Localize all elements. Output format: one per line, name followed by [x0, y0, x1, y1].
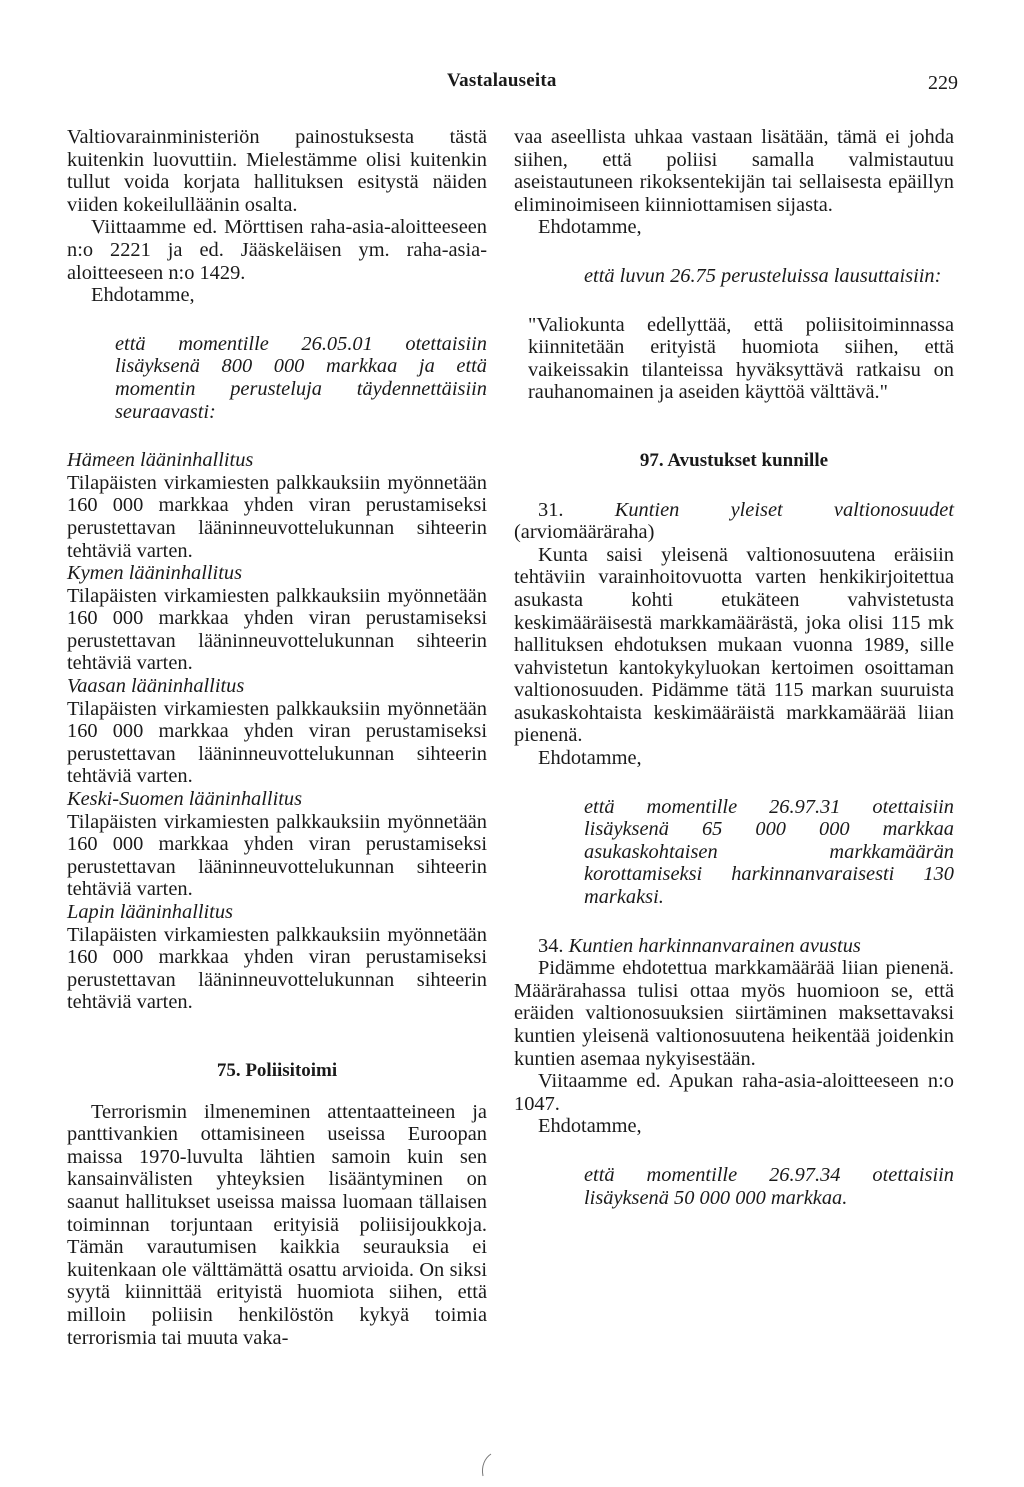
proposal-lead: Ehdotamme, — [538, 1115, 642, 1138]
item-note: (arviomääräraha) — [514, 521, 655, 544]
entry-text: Tilapäisten virkamiesten palkkauksiin myönnetään 160 000 markkaa yhden viran perustamiseksi perustettavan lääninneuvottelukunnan sihteerin tehtäviä varten. — [67, 697, 487, 788]
page-number: 229 — [928, 72, 958, 94]
running-title: Vastalauseita — [447, 70, 557, 91]
proposal-text: että luvun 26.75 perusteluissa lausuttaisiin: — [584, 264, 942, 287]
item-title: Kuntien harkinnanvarainen avustus — [568, 934, 861, 957]
item-number: 31. — [538, 498, 564, 521]
entry-heading: Kymen lääninhallitus — [67, 562, 243, 585]
paragraph: Viitaamme ed. Apukan raha-asia-aloitteeseen n:o 1047. — [514, 1070, 954, 1115]
entry-text: Tilapäisten virkamiesten palkkauksiin myönnetään 160 000 markkaa yhden viran perustamiseksi perustettavan lääninneuvottelukunnan sihteerin tehtäviä varten. — [67, 810, 487, 901]
quote-text: "Valiokunta edellyttää, että poliisitoiminnassa kiinnitetään erityistä huomiota siihen, että vaikeissakin tilanteissa hyväksyttävä ratkaisu on rauhanomainen ja aseiden käyttöä välttävä." — [528, 313, 954, 404]
paragraph: vaa aseellista uhkaa vastaan lisätään, tämä ei johda siihen, että poliisi samalla valmistautuu aseistautuneen rikoksentekijän tai sellaisesta epäillyn eliminoimiseen kiinniottamisen sijasta. — [514, 126, 954, 216]
entry-heading: Lapin lääninhallitus — [67, 901, 233, 923]
section-text: Terrorismin ilmeneminen attentaatteineen ja panttivankien ottamisineen useissa Euroopan maissa 1970-luvulta lähtien samoin kuin sen kansainvälisten yhteyksien lisääntyminen on saanut hallitukset useissa maissa luomaan tällaisen toiminnan torjuntaan erityisiä poliisijoukkoja. Tämän varautumisen kaikkia seurauksia ei kuitenkaan ole välttämättä osattu arvioida. On siksi syytä kiinnittää erityistä huomiota siihen, että milloin poliisin henkilöstön kykyä toimia terrorismia tai muuta vaka- — [67, 1100, 487, 1349]
page-header — [0, 70, 1024, 100]
section-heading: 97. Avustukset kunnille — [639, 449, 829, 471]
entry-text: Tilapäisten virkamiesten palkkauksiin myönnetään 160 000 markkaa yhden viran perustamiseksi perustettavan lääninneuvottelukunnan sihteerin tehtäviä varten. — [67, 471, 487, 562]
proposal-text: että momentille 26.05.01 otettaisiin lisäyksenä 800 000 markkaa ja että momentin perusteluja täydennettäisiin seuraavasti: — [115, 332, 487, 423]
entry-heading: Vaasan lääninhallitus — [67, 675, 245, 698]
item-text: Kunta saisi yleisenä valtionosuutena eräisiin tehtäviin varainhoitovuotta varten henkikirjoitettua asukasta kohti etukäteen vahvistetusta keskimääräisestä markkamäärästä, joka olisi 115 mk hallituksen ehdotuksen mukaan vuonna 1989, sille vahvistetun kantokykyluokan kertoimen osoittaman valtionosuuden. Pidämme tätä 115 markan suuruista asukaskohtaista keskimääräistä markkamäärää liian pienenä. — [514, 543, 954, 747]
proposal-text: että momentille 26.97.31 otettaisiin lisäyksenä 65 000 000 markkaa asukaskohtaisen markkamäärän korottamiseksi harkinnanvaraisesti 130 markaksi. — [584, 795, 954, 909]
right-column — [514, 126, 954, 1209]
item-number: 34. — [538, 934, 564, 957]
proposal-lead: Ehdotamme, — [538, 747, 642, 770]
left-column — [67, 126, 487, 1349]
paragraph: Viittaamme ed. Mörttisen raha-asia-aloitteeseen n:o 2221 ja ed. Jääskeläisen ym. raha-asia-aloitteeseen n:o 1429. — [67, 216, 487, 284]
item-title: Kuntien yleiset valtionosuudet — [614, 498, 954, 521]
item-heading — [514, 499, 954, 544]
item-text: Pidämme ehdotettua markkamäärää liian pienenä. Määrärahassa tulisi ottaa myös huomioon se, että eräiden valtionosuuksien siirtäminen maksettavaksi kuntien yleisenä valtionosuutena heikentää joidenkin kuntien asemaa nykyisestään. — [514, 957, 954, 1070]
paragraph: Valtiovarainministeriön painostuksesta tästä kuitenkin luovuttiin. Mielestämme olisi kuitenkin tullut voida korjata hallituksen esitystä näiden viiden kokeilulläänin osalta. — [67, 126, 487, 216]
stray-mark — [477, 1452, 495, 1478]
item-heading — [514, 935, 954, 958]
proposal-lead: Ehdotamme, — [538, 216, 642, 239]
entry-heading: Hämeen lääninhallitus — [67, 449, 254, 472]
entry-text: Tilapäisten virkamiesten palkkauksiin myönnetään 160 000 markkaa yhden viran perustamiseksi perustettavan lääninneuvottelukunnan sihteerin tehtäviä varten. — [67, 923, 487, 1014]
section-heading: 75. Poliisitoimi — [216, 1059, 338, 1081]
entry-text: Tilapäisten virkamiesten palkkauksiin myönnetään 160 000 markkaa yhden viran perustamiseksi perustettavan lääninneuvottelukunnan sihteerin tehtäviä varten. — [67, 584, 487, 675]
proposal-text: että momentille 26.97.34 otettaisiin lisäyksenä 50 000 000 markkaa. — [584, 1163, 954, 1209]
entry-heading: Keski-Suomen lääninhallitus — [67, 788, 303, 811]
proposal-lead: Ehdotamme, — [91, 284, 195, 307]
